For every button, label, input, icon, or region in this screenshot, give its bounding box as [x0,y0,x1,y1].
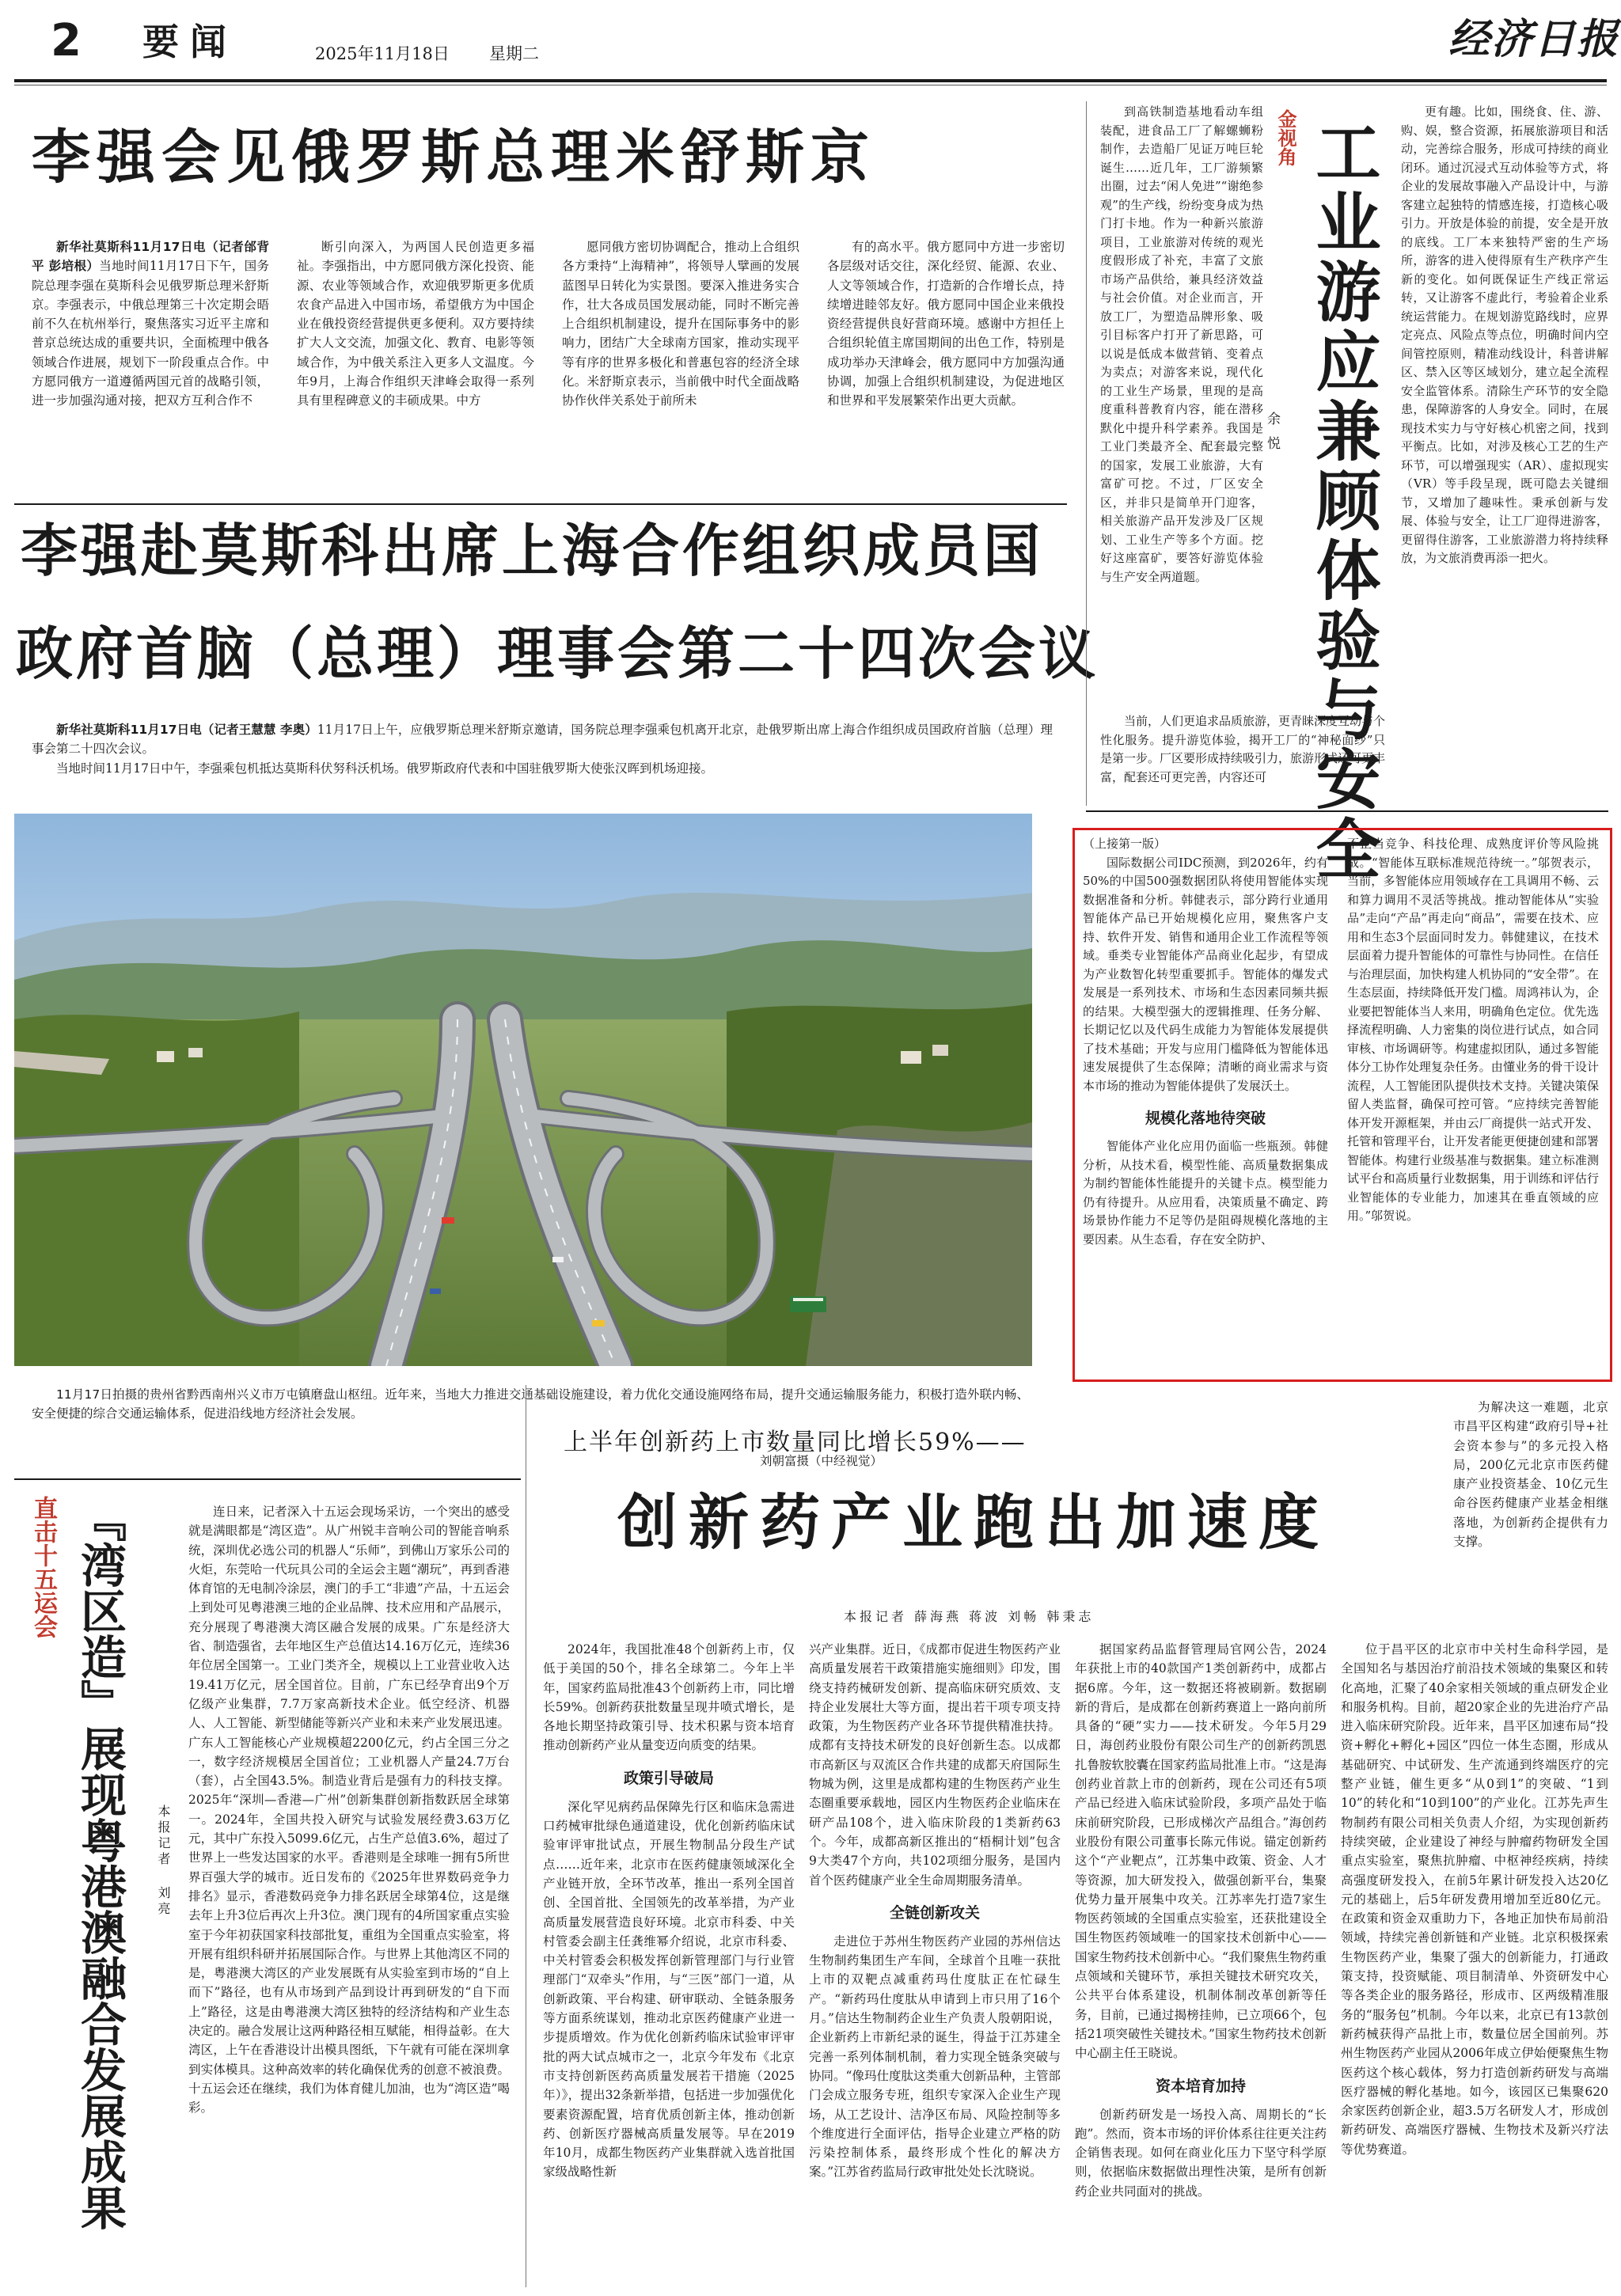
commentary-title: 工业游应兼顾体验与安全 [1305,119,1381,885]
commentary-col2-text: 当前，人们更追求品质旅游，更青睐深度互动与个性化服务。提升游览体验，揭开工厂的“神秘面纱”只是第一步。厂区要形成持续吸引力，旅游形式还可更丰富，配套还可更完善，内容还可 [1100,714,1385,784]
continued-col2-text: 不正当竞争、科技伦理、成熟度评价等风险挑战。“智能体互联标准规范待统一。”邬贺表示，当前，多智能体应用领域存在工具调用不畅、云和算力调用不灵活等挑战。推动智能体从“实验品”走向“产品”再走向“商品”，需要在技术、应用和生态3个层面同时发力。韩健建议，在技术层面着力提升智能体的可靠性与协同性。在信任与治理层面，加快构建人机协同的“安全带”。在生态层面，持续降低开发门槛。周鸿祎认为，企业要把智能体当人来用，明确角色定位。优先选择流程明确、人力密集的岗位进行试点，如合同审核、市场调研等。构建虚拟团队，通过多智能体分工协作处理复杂任务。由懂业务的骨干设计流程，人工智能团队提供技术支持。关键决策保留人类监督，确保可控可管。“应持续完善智能体开发开源框架，并由云厂商提供一站式开发、托管和管理平台，让开发者能更便捷创建和部署智能体。构建行业级基准与数据集。建立标准测试平台和高质量行业数据集，用于训练和评估行业智能体的专业能力，加速其在垂直领域的应用。”邬贺说。 [1347,837,1599,1223]
article1-headline: 李强会见俄罗斯总理米舒斯京 [32,123,875,192]
continued-col1 [1083,835,1328,1373]
sidebar-title: 『湾区造』展现粤港澳融合发展成果 [73,1496,127,2230]
section-name: 要闻 [142,21,237,63]
interchange-photo-image [14,814,1032,1366]
feature-sidebar-text: 为解决这一难题，北京市昌平区构建“政府引导+社会资本参与”的多元投入格局，200亿元北京市医药健康产业投资基金、10亿元生命谷医药健康产业基金相继落地，为创新药企提供有力支撑。 [1453,1400,1608,1550]
commentary-col1 [1100,103,1263,799]
continued-subhead: 规模化落地待突破 [1145,1110,1266,1127]
feature-byline: 本报记者 薛海燕 蒋波 刘畅 韩秉志 [844,1609,1095,1624]
commentary-col3-text: 更有趣。比如，围绕食、住、游、购、娱，整合资源，拓展旅游项目和活动，完善综合服务，形成可持续的商业闭环。通过沉浸式互动体验等方式，将企业的发展故事融入产品设计中，与游客建立起独特的情感连接，打造核心吸引力。开放是体验的前提，安全是开放的底线。工厂本来独特严密的生产场所，游客的进入使得原有生产秩序产生新的变化。如何既保证生产线正常运转，又让游客不虚此行，考验着企业系统运营能力。在规划游览路线时，应界定亮点、风险点等点位，明确时间内空间管控原则，精准动线设计，科普讲解区、禁入区等区域划分，建立起全流程安全监管体系。清除生产环节的安全隐患，保障游客的人身安全。同时，在展现技术实力与守好核心机密之间，找到平衡点。比如，对涉及核心工艺的生产环节，可以增强现实（AR）、虚拟现实（VR）等手段呈现，既可隐去关键细节，又增加了趣味性。秉承创新与发展、体验与安全，让工厂迎得进游客，更留得住游客，工业旅游潜力将持续释放，为文旅消费再添一把火。 [1401,104,1608,565]
article2-para1: 新华社莫斯科11月17日电（记者王慧慧 李奥）11月17日上午，应俄罗斯总理米舒斯京邀请，国务院总理李强乘包机离开北京，赴俄罗斯出席上海合作组织成员国政府首脑（总理）理事会第二十四次会议。 [32,723,1053,757]
continued-col2 [1347,835,1599,1373]
article1-col2 [297,237,534,499]
article2-headline-line2: 政府首脑（总理）理事会第二十四次会议 [16,620,1099,687]
article2-body [32,720,1053,806]
continued-label: （上接第一版） [1083,837,1167,851]
feature-col1 [543,1640,795,2289]
issue-weekday: 星期二 [489,44,539,63]
feature-headline: 创新药产业跑出加速度 [617,1487,1330,1558]
article1-col3-text: 愿同俄方密切协调配合，推动上合组织各方秉持“上海精神”，将领导人擘画的发展蓝图早日转化为实景图。要深入推进务实合作，壮大各成员国发展动能，同时不断完善上合组织机制建设，提升在国际事务中的影响力，团结广大全球南方国家，推动实现平等有序的世界多极化和普惠包容的经济全球化。米舒斯京表示，当前俄中时代全面战略协作伙伴关系处于前所未 [562,240,799,408]
feature-col2-subhead: 全链创新攻关 [889,1903,980,1922]
interchange-photo [14,814,1032,1366]
article1-rule [14,503,1067,505]
sidebar-body [188,1502,510,2290]
commentary-col3 [1401,103,1608,799]
article1-col2-text: 断引向深入，为两国人民创造更多福祉。李强指出，中方愿同俄方深化投资、能源、农业等领域合作，欢迎俄罗斯更多优质农食产品进入中国市场，希望俄方为中国企业在俄投资经营提供更多便利。双方要持续扩大人文交流，加强文化、教育、电影等领域合作，为中俄关系注入更多人文温度。今年9月，上海合作组织天津峰会取得一系列具有里程碑意义的丰硕成果。中方 [297,240,534,408]
feature-col2 [809,1640,1061,2289]
photo-caption: 11月17日拍摄的贵州省黔西南州兴义市万屯镇磨盘山枢纽。近年来，当地大力推进交通基础设施建设，着力优化交通设施网络布局，提升交通运输服务能力，积极打造外联内畅、安全便捷的综合交通运输体系，促进沿线地方经济社会发展。 [32,1387,1029,1421]
feature-col3 [1075,1640,1327,2289]
feature-col1b-text: 深化罕见病药品保障先行区和临床急需进口药械审批绿色通道建设，优化创新药临床试验审评审批试点，开展生物制品分段生产试点……近年来，北京市在医药健康领域深化全产业链开放，全环节改革，推出一系列全国首创、全国首批、全国领先的改革举措，为产业高质量发展营造良好环境。北京市科委、中关村管委会副主任龚维幂介绍说，北京市科委、中关村管委会积极发挥创新管理部门与行业管理部门“双牵头”作用，与“三医”部门一道，从创新政策、平台构建、研审联动、全链条服务等方面系统谋划，推动北京医药健康产业进一步提质增效。作为优化创新药临床试验审评审批的两大试点城市之一，北京今年发布《北京市支持创新医药高质量发展若干措施（2025年）》，提出32条新举措，包括进一步加强优化要素资源配置，培育优质创新主体，推动创新药、创新医疗器械高质量发展等。早在2019年10月，成都生物医药产业集群就入选首批国家级战略性新 [543,1799,795,2180]
issue-date: 2025年11月18日 [315,44,450,63]
photo-credit: 刘朝富摄（中经视觉） [760,1454,883,1468]
article2-headline-line1: 李强赴莫斯科出席上海合作组织成员国 [21,517,1044,584]
sidebar-byline: 本报记者 刘亮 [156,1805,171,1918]
feature-sidebar-column [1453,1398,1608,1635]
header-rule [14,79,1607,82]
feature-col3-text: 据国家药品监督管理局官网公告，2024年获批上市的40款国产1类创新药中，成都占据6席。今年，这一数据还将被刷新。数据刷新的背后，是成都在创新药赛道上一路向前所具备的“硬”实力——技术研发。今年5月29日，海创药业股份有限公司生产的创新药凯恩扎鲁胺软胶囊在国家药监局批准上市。“这是海创药业首款上市的创新药，现在公司还有5项产品已经进入临床试验阶段，多项产品处于临床前研究阶段，已形成梯次产品组合。”海创药业股份有限公司董事长陈元伟说。锚定创新药这个“产业靶点”，江苏集中政策、资金、人才等资源，加大研发投入，做强创新平台，集聚优势力量开展集中攻关。江苏率先打造7家生物医药领域的全国重点实验室，还获批建设全国生物医药领域唯一的国家技术创新中心——国家生物药技术创新中心。“我们聚焦生物药重点领域和关键环节，承担关键技术研究攻关，公共平台体系建设，机制体制改革创新等任务，目前，已通过揭榜挂帅，已立项66个，包括21项突破性关键技术。”国家生物药技术创新中心副主任王晓说。 [1075,1642,1327,2061]
commentary-col2 [1100,712,1385,801]
feature-col2-text: 兴产业集群。近日，《成都市促进生物医药产业高质量发展若干政策措施实施细则》印发，围绕支持药械研发创新、提高临床研究质效、支持企业发展壮大等方面，提出若干项专项支持政策，为生物医药产业各环节提供精准扶持。成都有支持技术研发的良好创新生态。以成都市高新区与双流区合作共建的成都天府国际生物城为例，这里是成都构建的生物医药产业生态圈重要承载地，园区内生物医药企业临床在研产品108个，进入临床阶段的1类新药63个。今年，成都高新区推出的“梧桐计划”包含9大类47个方向，共102项细分服务，是国内首个医药健康产业全生命周期服务清单。 [809,1642,1061,1888]
article1-col1-text: 新华社莫斯科11月17日电（记者邰背平 彭培根）当地时间11月17日下午，国务院总理李强在莫斯科会见俄罗斯总理米舒斯京。李强表示，中俄总理第三十次定期会晤前不久在杭州举行，聚焦落实习近平主席和普京总统达成的重要共识，全面梳理中俄各领域合作进展，规划下一阶段重点合作。中方愿同俄方一道遵循两国元首的战略引领，进一步加强沟通对接，把双方互利合作不 [32,240,269,408]
article1-col4 [827,237,1065,499]
feature-col1-text: 2024年，我国批准48个创新药上市，仅低于美国的50个，排名全球第二。今年上半年，国家药监局批准43个创新药上市，同比增长59%。创新药获批数量呈现井喷式增长，是各地长期坚持政策引导、技术积累与资本培育推动创新药产业从量变迈向质变的结果。 [543,1642,795,1753]
masthead-logo: 经济日报 [1448,15,1620,63]
article1-col4-text: 有的高水平。俄方愿同中方进一步密切各层级对话交往，深化经贸、能源、农业、人文等领域合作，打造新的合作增长点，持续增进睦邻友好。俄方愿同中国企业来俄投资经营提供良好营商环境。感谢中方担任上合组织轮值主席国期间的出色工作，特别是成功举办天津峰会，俄方愿同中方加强沟通协调，加强上合组织机制建设，为促进地区和世界和平发展繁荣作出更大贡献。 [827,240,1065,408]
article1-col3 [562,237,799,499]
feature-col3-subhead: 资本培育加持 [1155,2077,1246,2095]
commentary-author: 余悦 [1264,412,1280,461]
feature-col3b-text: 创新药研发是一场投入高、周期长的“长跑”。然而，资本市场的评价体系往往更关注药企销售表现。如何在商业化压力下坚守科学原则，依据临床数据做出理性决策，是所有创新药企业共同面对的挑战。 [1075,2107,1327,2199]
sidebar-body-text: 连日来，记者深入十五运会现场采访，一个突出的感受就是满眼都是“湾区造”。从广州锐丰音响公司的智能音响系统，深圳优必选公司的机器人“乐师”，到佛山万家乐公司的火炬，东莞哈一代玩具公司的全运会主题“潮玩”，再到香港体育馆的无电制冷涂层，澳门的手工“非遗”产品，十五运会上到处可见粤港澳三地的企业品牌、技术应用和产品展示，充分展现了粤港澳大湾区融合发展的成果。广东是经济大省、制造强省，去年地区生产总值达14.16万亿元，连续36年位居全国第一。工业门类齐全，规模以上工业营业收入达19.41万亿元，居全国首位。目前，广东已经孕育出9个万亿级产业集群，7.7万家高新技术企业。低空经济、机器人、人工智能、新型储能等新兴产业和未来产业发展迅速。广东人工智能核心产业规模超2200亿元，约占全国三分之一，数字经济规模居全国首位；工业机器人产量24.7万台（套），占全国43.5%。制造业背后是强有力的科技支撑。2025年“深圳—香港—广州”创新集群创新指数跃居全球第一。2024年，全国共投入研究与试验发展经费3.63万亿元，其中广东投入5099.6亿元，占生产总值3.6%，超过了世界上一些发达国家的水平。香港则是全球唯一拥有5所世界百强大学的城市。近日发布的《2025年世界数码竞争力排名》显示，香港数码竞争力排名跃居全球第4位，这是继去年上升3位后再次上升3位。澳门现有的4所国家重点实验室于今年初获国家科技部批复，重组为全国重点实验室，将开展有组织科研并拓展国际合作。与世界上其他湾区不同的是，粤港澳大湾区的产业发展既有从实验室到市场的“自上而下”路径，也有从市场到产品到设计再到研发的“自下而上”路径，这是由粤港澳大湾区独特的经济结构和产业生态决定的。融合发展让这两种路径相互赋能，相得益彰。在大湾区，上午在香港设计出模具图纸，下午就有可能在深圳拿到实体模具。这种高效率的转化确保优秀的创意不被浪费。十五运会还在继续，我们为体育健儿加油，也为“湾区造”喝彩。 [188,1505,510,2116]
commentary-col1-text: 到高铁制造基地看动车组装配，进食品工厂了解螺蛳粉制作，去造船厂见证万吨巨轮诞生……近几年，工厂游频繁出圈，过去“闲人免进”“谢绝参观”的生产线，纷纷变身成为热门打卡地。作为一种新兴旅游项目，工业旅游对传统的观光度假形成了补充，丰富了文旅市场产品供给，兼具经济效益与社会价值。对企业而言，开放工厂，为塑造品牌形象、吸引目标客户打开了新思路，可以说是低成本做营销、变着点为卖点；对游客来说，现代化的工业生产场景，里现的是高度重科普教育内容，能在潜移默化中提升科学素养。我国是工业门类最齐全、配套最完整的国家，发展工业旅游，大有富矿可挖。不过，厂区安全区，并非只是简单开门迎客，相关旅游产品开发涉及厂区规划、工业生产等多个方面。挖好这座富矿，要答好游览体验与生产安全两道题。 [1100,104,1263,584]
commentary-rule [1086,810,1608,812]
continued-article-box [1072,828,1612,1382]
sidebar-series-label: 直击十五运会 [29,1496,57,1638]
commentary-divider [1086,101,1087,806]
feature-col4 [1341,1640,1608,2289]
continued-col1-text: 国际数据公司IDC预测，到2026年，约有50%的中国500强数据团队将使用智能体实现数据准备和分析。韩健表示，部分跨行业通用智能体产品已开始规模化应用，聚焦客户支持、软件开发、销售和通用企业工作流程等领域。垂类专业智能体产品商业化起步，有望成为产业数智化转型重要抓手。智能体的爆发式发展是一系列技术、市场和生态因素同频共振的结果。大模型强大的逻辑推理、任务分解、长期记忆以及代码生成能力为智能体发展提供了技术基础；开发与应用门槛降低为智能体迅速发展提供了生态保障；清晰的商业需求与资本市场的推动为智能体提供了发展沃土。 [1083,855,1328,1093]
continued-col1b-text: 智能体产业化应用仍面临一些瓶颈。韩健分析，从技术看，模型性能、高质量数据集成为制约智能体性能提升的关键卡点。模型能力仍有待提升。从应用看，决策质量不确定、跨场景协作能力不足等仍是阻碍规模化落地的主要因素。从生态看，存在安全防护、 [1083,1139,1328,1247]
sidebar-top-rule [14,1478,521,1480]
article1-col1 [32,237,269,499]
feature-col2b-text: 走进位于苏州生物医药产业园的苏州信达生物制药集团生产车间，全球首个且唯一获批上市的双靶点减重药玛仕度肽正在忙碌生产。“新药玛仕度肽从申请到上市只用了16个月。”信达生物制药企业生产负责人殷朝阳说，企业新药上市新纪录的诞生，得益于江苏建全完善一系列体制机制，着力实现全链条突破与协同。“像玛仕度肽这类重大创新品种，主管部门会成立服务专班，组织专家深入企业生产现场，从工艺设计、洁净区布局、风险控制等多个维度进行全面评估，指导企业建立严格的防污染控制体系，最终形成个性化的解决方案。”江苏省药监局行政审批处处长沈晓说。 [809,1934,1061,2180]
article2-para2: 当地时间11月17日中午，李强乘包机抵达莫斯科伏努科沃机场。俄罗斯政府代表和中国驻俄罗斯大使张汉晖到机场迎接。 [56,761,713,776]
feature-col1-subhead: 政策引导破局 [623,1769,714,1787]
feature-col4-text: 位于昌平区的北京市中关村生命科学园，是全国知名与基因治疗前沿技术领域的集聚区和转化高地，汇聚了40余家相关领域的重点研发企业和服务机构。目前，超20家企业的先进治疗产品进入临床研究阶段。近年来，昌平区加速布局“投资+孵化+孵化+园区”四位一体生态圈，形成从基础研究、中试研发、生产流通到终端医疗的完整产业链，催生更多“从0到1”的突破、“1到10”的转化和“10到100”的产业化。江苏先声生物制药有限公司相关负责人介绍，为实现创新药持续突破，企业建设了神经与肿瘤药物研发全国重点实验室，聚焦抗肿瘤、中枢神经疾病，持续高强度研发投入，在前5年累计研发投入达20亿元的基础上，后5年研发费用增加至近80亿元。在政策和资金双重助力下，各地正加快布局前沿领域，持续完善创新链和产业链。北京积极探索生物医药产业，集聚了强大的创新能力，打通政策支持，投资赋能、项目制清单、外资研发中心等各类企业的服务路径，形成市、区两级精准服务的“服务包”机制。今年以来，北京已有13款创新药械获得产品批上市，数量位居全国前列。苏州生物医药产业园从2006年成立伊始便聚焦生物医药这个核心载体，努力打造创新药研发与高端医疗器械的孵化基地。如今，该园区已集聚620余家医药创新企业，超3.5万名研发人才，形成创新药研发、高端医疗器械、生物技术及新兴疗法等优势赛道。 [1341,1642,1608,2157]
page-number: 2 [51,15,82,66]
feature-kicker: 上半年创新药上市数量同比增长59%—— [564,1429,1027,1456]
commentary-badge: 金视角 [1274,109,1296,166]
